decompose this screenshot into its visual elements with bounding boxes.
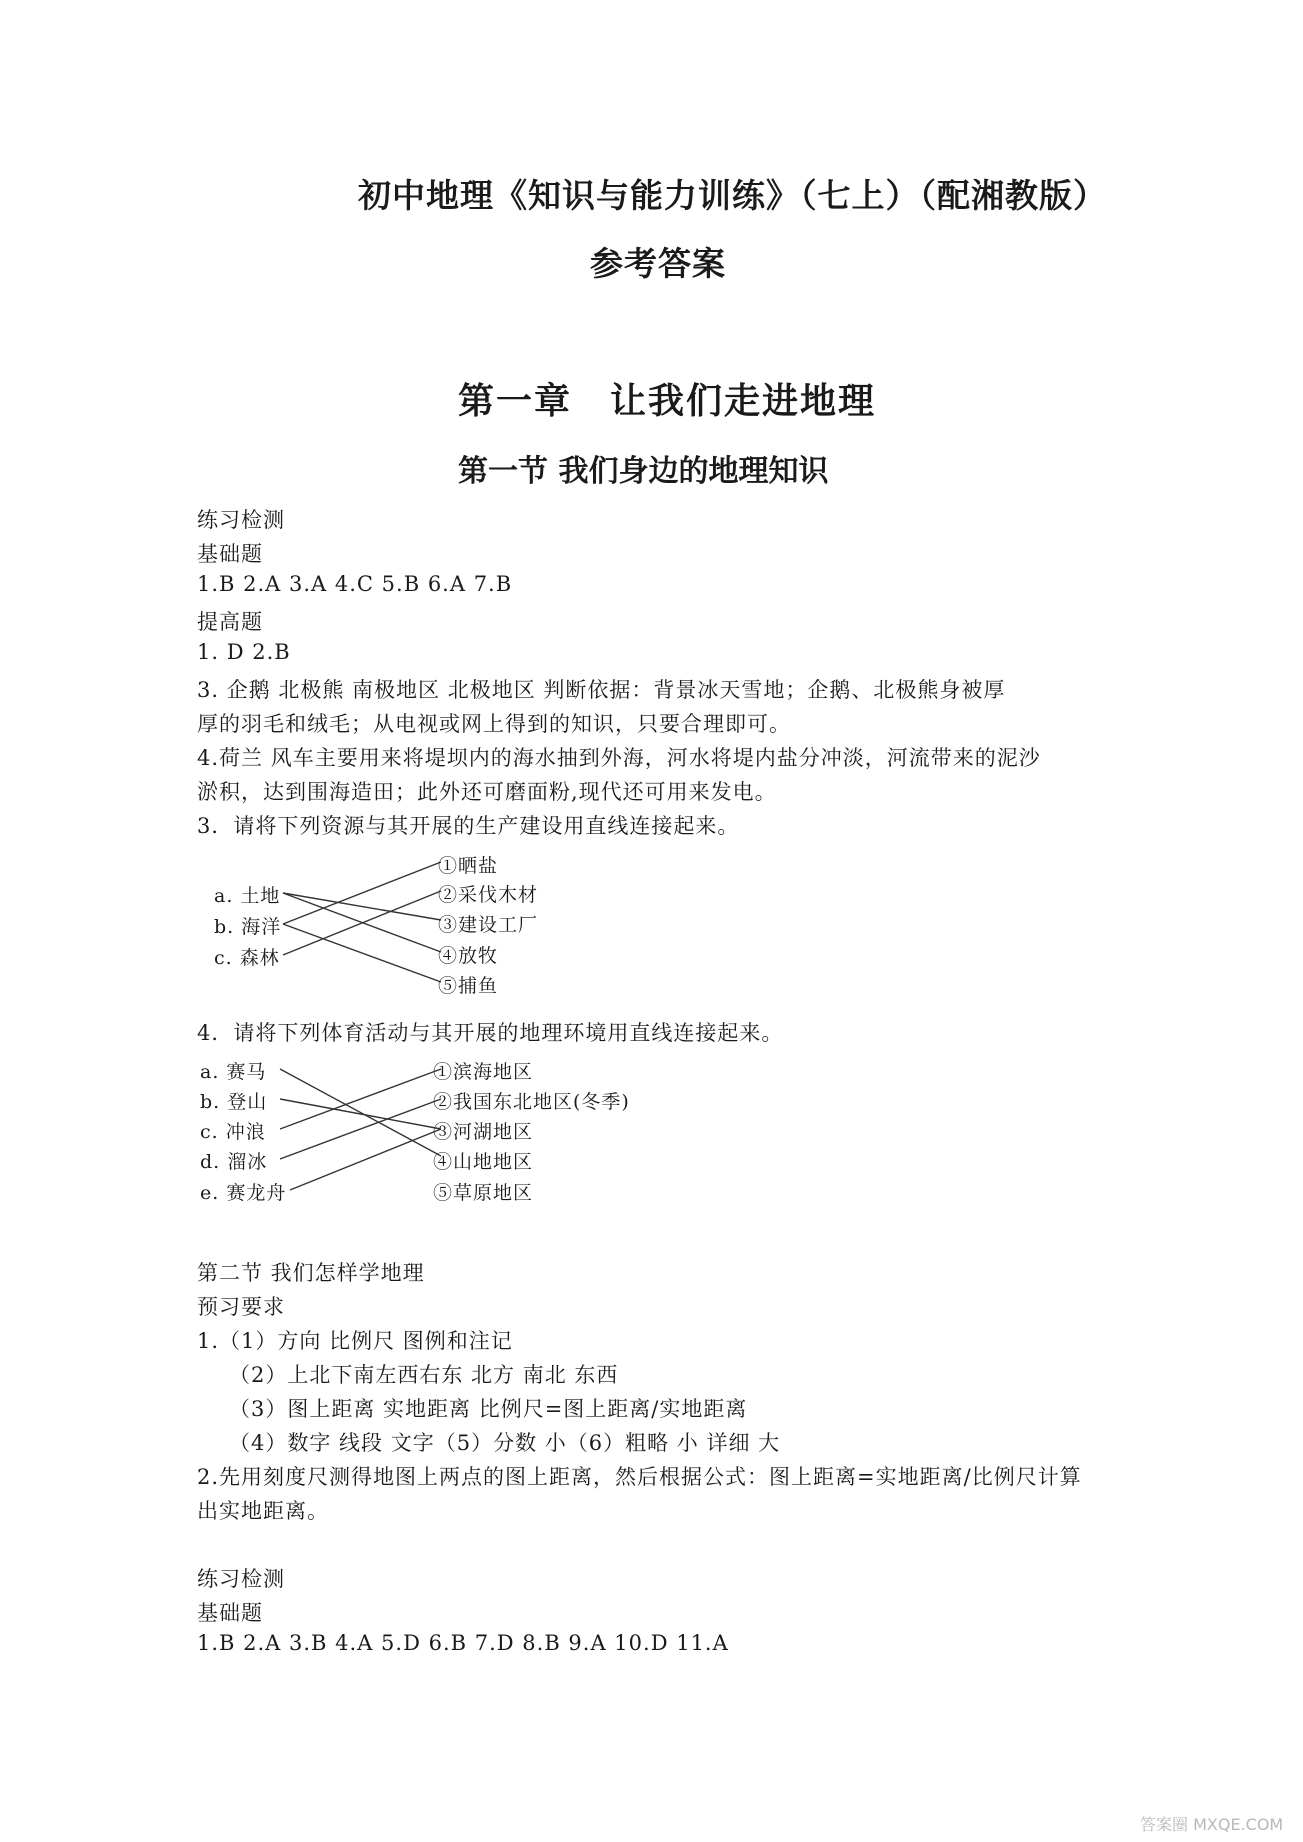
match-right-item: ④山地地区	[433, 1151, 534, 1173]
match-right-item: ②采伐木材	[438, 884, 539, 906]
connector-line	[280, 1099, 441, 1129]
match-left-item: c. 冲浪	[200, 1121, 266, 1143]
question-prompt: 3．请将下列资源与其开展的生产建设用直线连接起来。	[197, 814, 740, 838]
connector-line	[290, 1129, 441, 1190]
preview-heading: 预习要求	[197, 1295, 285, 1319]
answer-line: 3. 企鹅 北极熊 南极地区 北极地区 判断依据：背景冰天雪地；企鹅、北极熊身被厚	[197, 678, 1006, 702]
match-right-item: ③建设工厂	[438, 914, 539, 936]
connector-line	[283, 862, 441, 924]
connector-line	[280, 1099, 441, 1159]
match-right-item: ①滨海地区	[433, 1061, 534, 1083]
question-prompt: 4．请将下列体育活动与其开展的地理环境用直线连接起来。	[197, 1021, 784, 1045]
match-right-item: ①晒盐	[438, 855, 499, 877]
practice-heading: 练习检测	[197, 508, 285, 532]
answer-line: 出实地距离。	[197, 1499, 329, 1523]
basic-heading: 基础题	[197, 542, 263, 566]
chapter-title: 第一章 让我们走进地理	[458, 380, 877, 422]
basic-heading: 基础题	[197, 1601, 263, 1625]
answer-line: （3）图上距离 实地距离 比例尺=图上距离/实地距离	[229, 1397, 748, 1421]
section-title: 第一节 我们身边的地理知识	[458, 454, 829, 489]
answer-line: 淤积，达到围海造田；此外还可磨面粉,现代还可用来发电。	[197, 780, 777, 804]
match-left-item: e. 赛龙舟	[200, 1182, 287, 1204]
answer-line: 1.（1）方向 比例尺 图例和注记	[197, 1329, 513, 1353]
watermark-logo: 答案圈 MXQE.COM	[1140, 1815, 1284, 1834]
match-right-item: ⑤捕鱼	[438, 975, 499, 997]
connector-line	[283, 924, 441, 982]
match-right-item: ⑤草原地区	[433, 1182, 534, 1204]
answer-line: （2）上北下南左西右东 北方 南北 东西	[229, 1363, 619, 1387]
document-subtitle: 参考答案	[590, 244, 726, 283]
section2-title: 第二节 我们怎样学地理	[197, 1261, 425, 1285]
answer-line: （4）数字 线段 文字（5）分数 小（6）粗略 小 详细 大	[229, 1431, 781, 1455]
match-right-item: ④放牧	[438, 945, 499, 967]
match-left-item: d. 溜冰	[200, 1151, 268, 1173]
practice-heading: 练习检测	[197, 1567, 285, 1591]
connector-line	[283, 891, 441, 955]
match-left-item: c. 森林	[214, 947, 280, 969]
match-right-item: ③河湖地区	[433, 1121, 534, 1143]
answer-line: 1. D 2.B	[197, 640, 291, 664]
advanced-heading: 提高题	[197, 610, 263, 634]
match-right-item: ②我国东北地区(冬季)	[433, 1091, 630, 1113]
match-left-item: a. 赛马	[200, 1061, 267, 1083]
document-title: 初中地理《知识与能力训练》（七上）（配湘教版）	[358, 176, 1107, 215]
connector-line	[280, 1069, 441, 1156]
connector-line	[280, 1069, 441, 1129]
answer-line: 1.B 2.A 3.A 4.C 5.B 6.A 7.B	[197, 572, 513, 596]
answer-line: 1.B 2.A 3.B 4.A 5.D 6.B 7.D 8.B 9.A 10.D 11.A	[197, 1631, 729, 1655]
answer-line: 2.先用刻度尺测得地图上两点的图上距离，然后根据公式：图上距离=实地距离/比例尺计算	[197, 1465, 1082, 1489]
match-left-item: b. 海洋	[214, 916, 282, 938]
match-left-item: b. 登山	[200, 1091, 268, 1113]
answer-line: 厚的羽毛和绒毛；从电视或网上得到的知识，只要合理即可。	[197, 712, 791, 736]
match-left-item: a. 土地	[214, 885, 281, 907]
answer-line: 4.荷兰 风车主要用来将堤坝内的海水抽到外海，河水将堤内盐分冲淡，河流带来的泥沙	[197, 746, 1041, 770]
connector-line	[283, 893, 441, 920]
